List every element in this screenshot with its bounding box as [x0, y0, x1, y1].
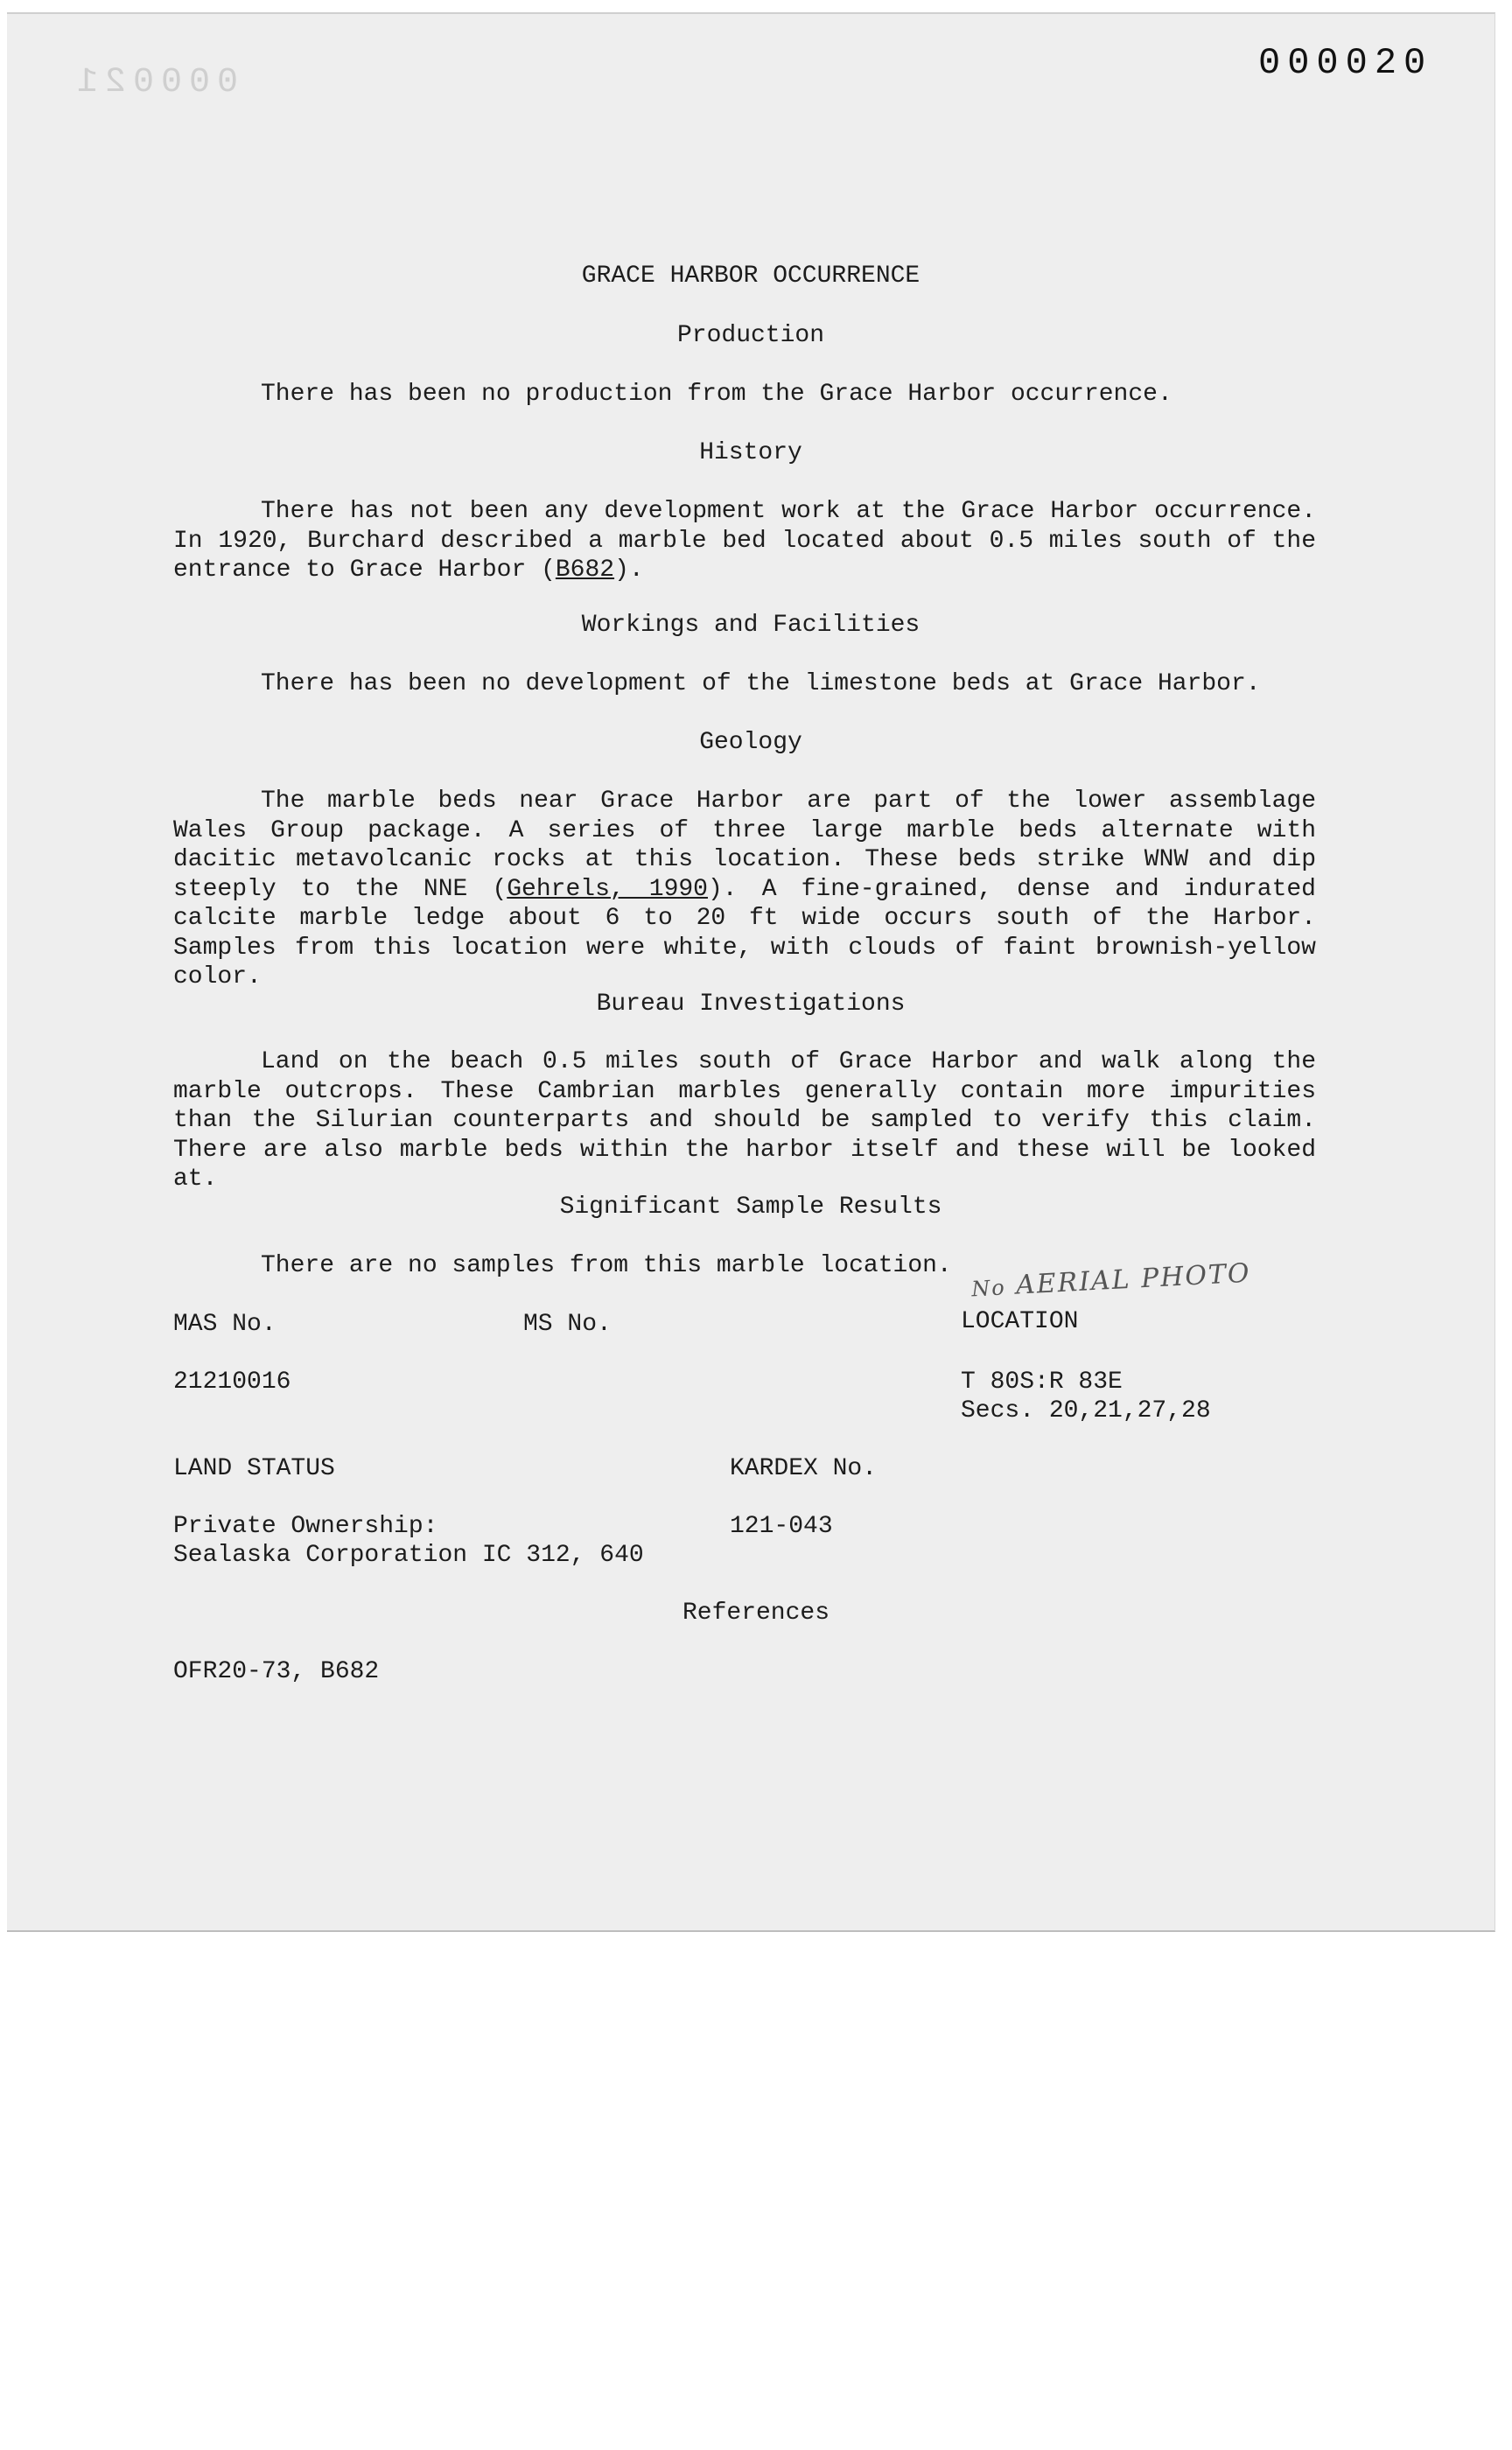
location-label: LOCATION — [961, 1308, 1079, 1335]
history-heading: History — [699, 439, 802, 466]
references-heading: References — [682, 1600, 830, 1627]
land-status-label: LAND STATUS — [173, 1455, 335, 1482]
geology-text-part2: ). A fine-grained, dense and indurated calcite marble ledge about 6 to 20 ft wide occurs south of the Harbor. Samples from this location were white, with clouds of faint brownish-yellow color. — [173, 875, 1316, 990]
handwritten-no: No — [970, 1275, 1007, 1302]
kardex-label: KARDEX No. — [730, 1455, 878, 1482]
bureau-heading: Bureau Investigations — [596, 990, 906, 1018]
land-status-line2: Sealaska Corporation IC 312, 640 — [173, 1542, 644, 1569]
references-text: OFR20-73, B682 — [173, 1658, 380, 1685]
workings-heading: Workings and Facilities — [581, 612, 920, 639]
handwritten-note: AERIAL PHOTO — [1015, 1257, 1252, 1301]
production-text: There has been no production from the Grace Harbor occurrence. — [261, 381, 1172, 408]
location-township: T 80S:R 83E — [961, 1368, 1123, 1396]
mas-label: MAS No. — [173, 1311, 276, 1338]
history-reference-link: B682 — [555, 556, 615, 584]
land-status-line1: Private Ownership: — [173, 1513, 438, 1540]
document-page — [7, 12, 1495, 1932]
workings-text: There has been no development of the limestone beds at Grace Harbor. — [261, 670, 1261, 697]
geology-text-part1: The marble beds near Grace Harbor are part of the lower assemblage Wales Group package. A series of three large marble beds alternate with dacitic metavolcanic rocks at this location. These beds strike WNW and dip steeply to the NNE ( — [173, 788, 1316, 903]
history-text-part2: ). — [614, 556, 644, 584]
production-heading: Production — [676, 322, 825, 349]
document-title: GRACE HARBOR OCCURRENCE — [581, 262, 920, 290]
bureau-text: Land on the beach 0.5 miles south of Grace Harbor and walk along the marble outcrops. These Cambrian marbles generally contain more impurities than the Silurian counterparts and should be sampled to verify this claim. There are also marble beds within the harbor itself and these will be looked at. — [173, 1048, 1316, 1193]
kardex-value: 121-043 — [730, 1513, 833, 1540]
geology-reference-link: Gehrels, 1990 — [507, 875, 708, 903]
history-text — [173, 497, 1316, 585]
history-text-part1: There has not been any development work at the Grace Harbor occurrence. In 1920, Burchard described a marble bed located about 0.5 miles south of the entrance to Grace Harbor ( — [173, 498, 1316, 584]
samples-heading: Significant Sample Results — [559, 1194, 942, 1221]
location-sections: Secs. 20,21,27,28 — [961, 1397, 1211, 1424]
bleed-through-page-number: 000021 — [70, 63, 239, 102]
geology-text — [173, 787, 1316, 992]
mas-value: 21210016 — [173, 1368, 291, 1396]
ms-label: MS No. — [523, 1311, 612, 1338]
samples-text: There are no samples from this marble location. — [261, 1252, 952, 1279]
geology-heading: Geology — [699, 729, 802, 756]
page-number: 000020 — [1258, 42, 1433, 84]
